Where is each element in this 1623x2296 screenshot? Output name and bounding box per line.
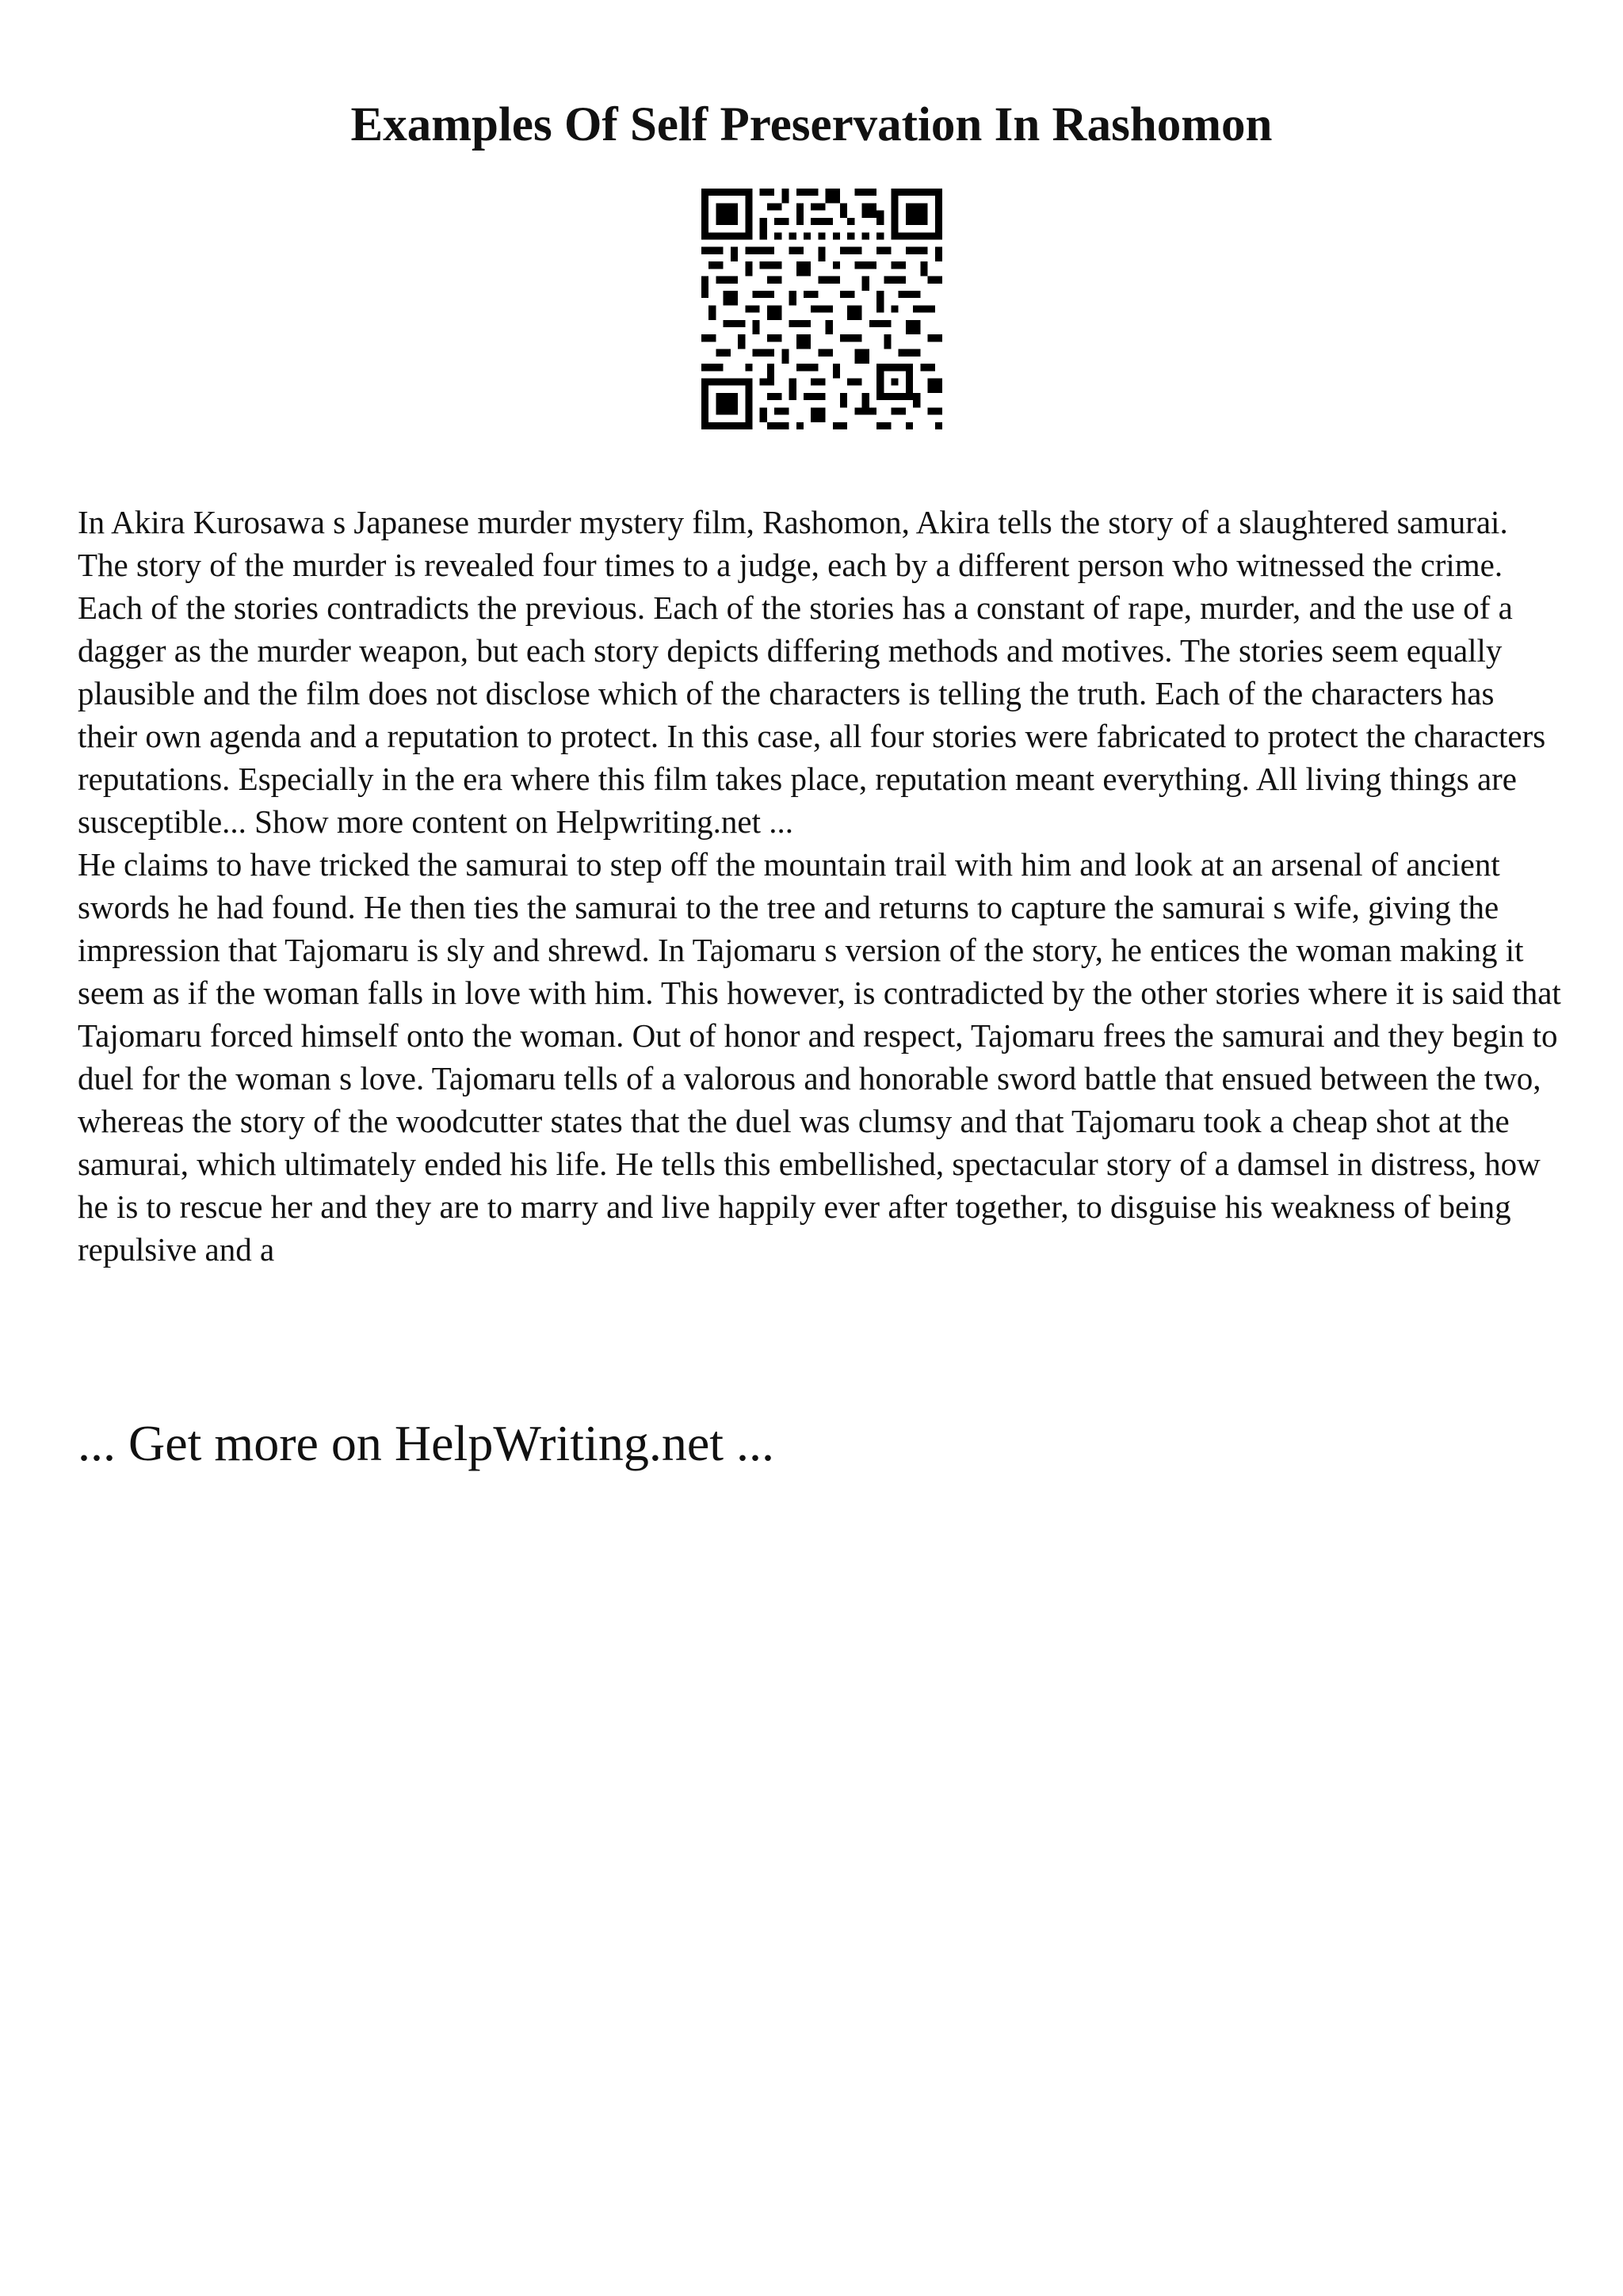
document-title: Examples Of Self Preservation In Rashomon <box>350 98 1273 151</box>
qr-code-icon <box>701 189 942 429</box>
paragraph-2: He claims to have tricked the samurai to step off the mountain trail with him and look at an arsenal of ancient swords he had found. He then ties the samurai to the tree and returns to capture the samurai s wife, giving the impression that Tajomaru is sly and shrewd. In Tajomaru s version of the story, he entices the woman making it seem as if the woman falls in love with him. This however, is contradicted by the other stories where it is said that Tajomaru forced himself onto the woman. Out of honor and respect, Tajomaru frees the samurai and they begin to duel for the woman s love. Tajomaru tells of a valorous and honorable sword battle that ensued between the two, whereas the story of the woodcutter states that the duel was clumsy and that Tajomaru took a cheap shot at the samurai, which ultimately ended his life. He tells this embellished, spectacular story of a damsel in distress, how he is to rescue her and they are to marry and live happily ever after together, to disguise his weakness of being repulsive and a <box>78 846 1561 1268</box>
get-more-link[interactable]: ... Get more on HelpWriting.net ... <box>78 1415 774 1471</box>
document-body <box>78 501 1561 1271</box>
paragraph-1: In Akira Kurosawa s Japanese murder mystery film, Rashomon, Akira tells the story of a slaughtered samurai. The story of the murder is revealed four times to a judge, each by a different person who witnessed the crime. Each of the stories contradicts the previous. Each of the stories has a constant of rape, murder, and the use of a dagger as the murder weapon, but each story depicts differing methods and motives. The stories seem equally plausible and the film does not disclose which of the characters is telling the truth. Each of the characters has their own agenda and a reputation to protect. In this case, all four stories were fabricated to protect the characters reputations. Especially in the era where this film takes place, reputation meant everything. All living things are susceptible... Show more content on Helpwriting.net ... <box>78 504 1546 840</box>
